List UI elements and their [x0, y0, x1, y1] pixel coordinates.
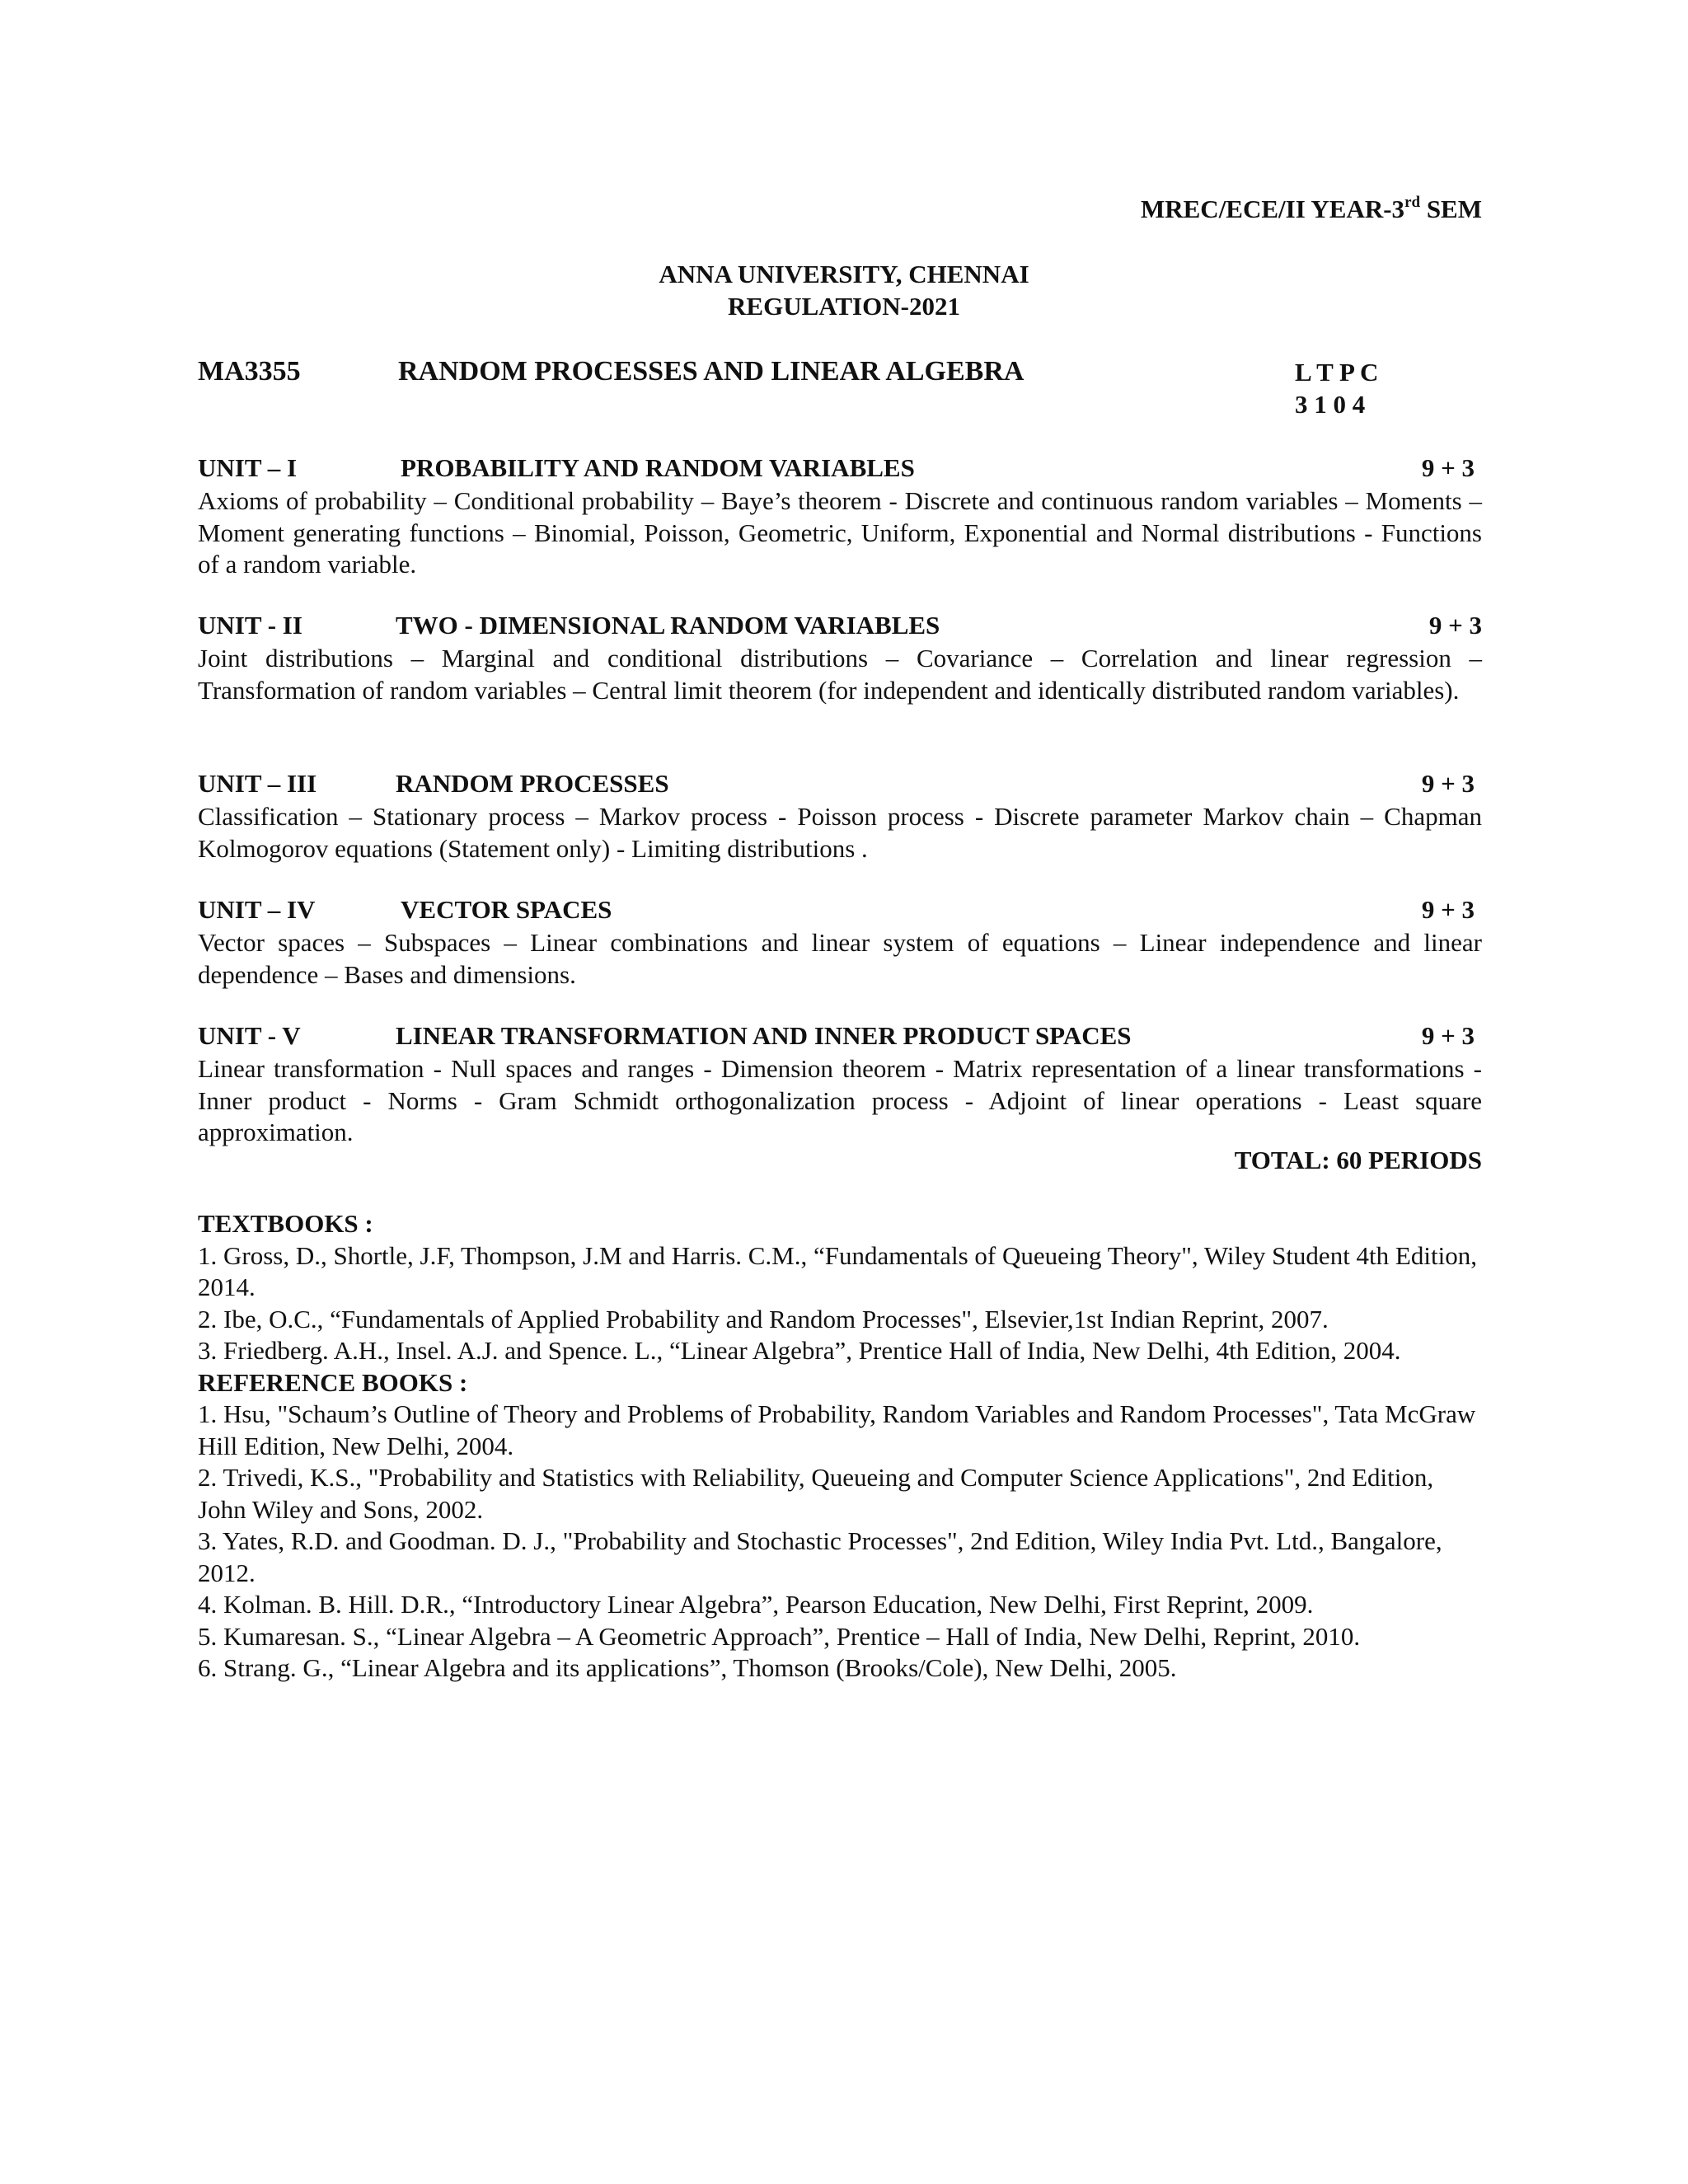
header-label-suffix: SEM: [1420, 194, 1482, 223]
unit-heading: [198, 453, 1482, 485]
unit-description: Linear transformation - Null spaces and ranges - Dimension theorem - Matrix representation of a linear transformations - Inner product - Norms - Gram Schmidt orthogonalization process - Adjoint of linear operations - Least square approximation.: [198, 1054, 1482, 1146]
textbooks-heading: TEXTBOOKS :: [198, 1209, 373, 1238]
unit-title: TWO - DIMENSIONAL RANDOM VARIABLES: [396, 611, 940, 640]
reference-book-item: 5. Kumaresan. S., “Linear Algebra – A Geometric Approach”, Prentice – Hall of India, New Delhi, Reprint, 2010.: [198, 1621, 1361, 1651]
ltpc-label: L T P C: [1295, 358, 1379, 387]
course-code: MA3355: [198, 356, 301, 387]
textbook-item: 3. Friedberg. A.H., Insel. A.J. and Spence. L., “Linear Algebra”, Prentice Hall of India, New Delhi, 4th Edition, 2004.: [198, 1336, 1401, 1365]
unit-5: [198, 1021, 1482, 1149]
university-name: ANNA UNIVERSITY, CHENNAI: [659, 260, 1029, 288]
textbooks-section: [198, 1208, 1482, 1685]
textbook-item: 1. Gross, D., Shortle, J.F, Thompson, J.M and Harris. C.M., “Fundamentals of Queueing Theory", Wiley Student 4th Edition, 2014.: [198, 1240, 1477, 1301]
unit-4: [198, 895, 1482, 991]
total-periods: TOTAL: 60 PERIODS: [1234, 1146, 1482, 1174]
unit-label: UNIT – IV: [198, 895, 316, 924]
unit-description: Axioms of probability – Conditional probability – Baye’s theorem - Discrete and continuous random variables – Moments – Moment generating functions – Binomial, Poisson, Geometric, Uniform, Exponential and Normal distributions - Functions of a random variable.: [198, 486, 1482, 579]
unit-hours: 9 + 3: [1421, 769, 1475, 798]
unit-heading: [198, 1021, 1482, 1053]
unit-2: [198, 611, 1482, 706]
ltpc-block: [1295, 356, 1378, 420]
unit-title: LINEAR TRANSFORMATION AND INNER PRODUCT SPACES: [396, 1021, 1132, 1050]
unit-hours: 9 + 3: [1421, 453, 1475, 482]
reference-book-item: 2. Trivedi, K.S., "Probability and Statistics with Reliability, Queueing and Computer Science Applications", 2nd Edition, John Wiley and Sons, 2002.: [198, 1463, 1434, 1524]
reference-book-item: 1. Hsu, "Schaum’s Outline of Theory and Problems of Probability, Random Variables and Random Processes", Tata McGraw Hill Edition, New Delhi, 2004.: [198, 1399, 1476, 1460]
unit-title: RANDOM PROCESSES: [396, 769, 669, 798]
unit-title: VECTOR SPACES: [401, 895, 612, 924]
unit-hours: 9 + 3: [1421, 895, 1475, 924]
unit-heading: [198, 769, 1482, 801]
textbook-item: 2. Ibe, O.C., “Fundamentals of Applied Probability and Random Processes", Elsevier,1st Indian Reprint, 2007.: [198, 1304, 1329, 1333]
unit-heading: [198, 895, 1482, 927]
unit-title: PROBABILITY AND RANDOM VARIABLES: [401, 453, 915, 482]
unit-label: UNIT - II: [198, 611, 302, 640]
ltpc-values: 3 1 0 4: [1295, 390, 1366, 419]
unit-1: [198, 453, 1482, 581]
reference-books-heading: REFERENCE BOOKS :: [198, 1367, 468, 1397]
page-header-label: [1141, 194, 1482, 224]
course-title: RANDOM PROCESSES AND LINEAR ALGEBRA: [398, 356, 1025, 387]
reference-book-item: 4. Kolman. B. Hill. D.R., “Introductory Linear Algebra”, Pearson Education, New Delhi, First Reprint, 2009.: [198, 1590, 1314, 1619]
regulation-label: REGULATION-2021: [728, 292, 960, 321]
unit-3: [198, 769, 1482, 865]
reference-book-item: 6. Strang. G., “Linear Algebra and its applications”, Thomson (Brooks/Cole), New Delhi, 2005.: [198, 1653, 1177, 1682]
reference-book-item: 3. Yates, R.D. and Goodman. D. J., "Probability and Stochastic Processes", 2nd Edition, Wiley India Pvt. Ltd., Bangalore, 2012.: [198, 1526, 1442, 1587]
unit-hours: 9 + 3: [1428, 611, 1482, 640]
unit-label: UNIT – I: [198, 453, 298, 482]
unit-label: UNIT - V: [198, 1021, 301, 1050]
unit-hours: 9 + 3: [1421, 1021, 1475, 1050]
course-heading: [198, 356, 1482, 419]
header-label-sup: rd: [1404, 193, 1421, 211]
header-label-text: MREC/ECE/II YEAR-3: [1140, 194, 1405, 223]
unit-label: UNIT – III: [198, 769, 317, 798]
unit-heading: [198, 611, 1482, 643]
unit-description: Classification – Stationary process – Markov process - Poisson process - Discrete parameter Markov chain – Chapman Kolmogorov equations (Statement only) - Limiting distributions .: [198, 802, 1482, 863]
unit-description: Vector spaces – Subspaces – Linear combinations and linear system of equations – Linear independence and linear dependence – Bases and dimensions.: [198, 928, 1482, 989]
unit-description: Joint distributions – Marginal and conditional distributions – Covariance – Correlation and linear regression – Transformation of random variables – Central limit theorem (for independent and identically distributed random variables).: [198, 644, 1482, 705]
